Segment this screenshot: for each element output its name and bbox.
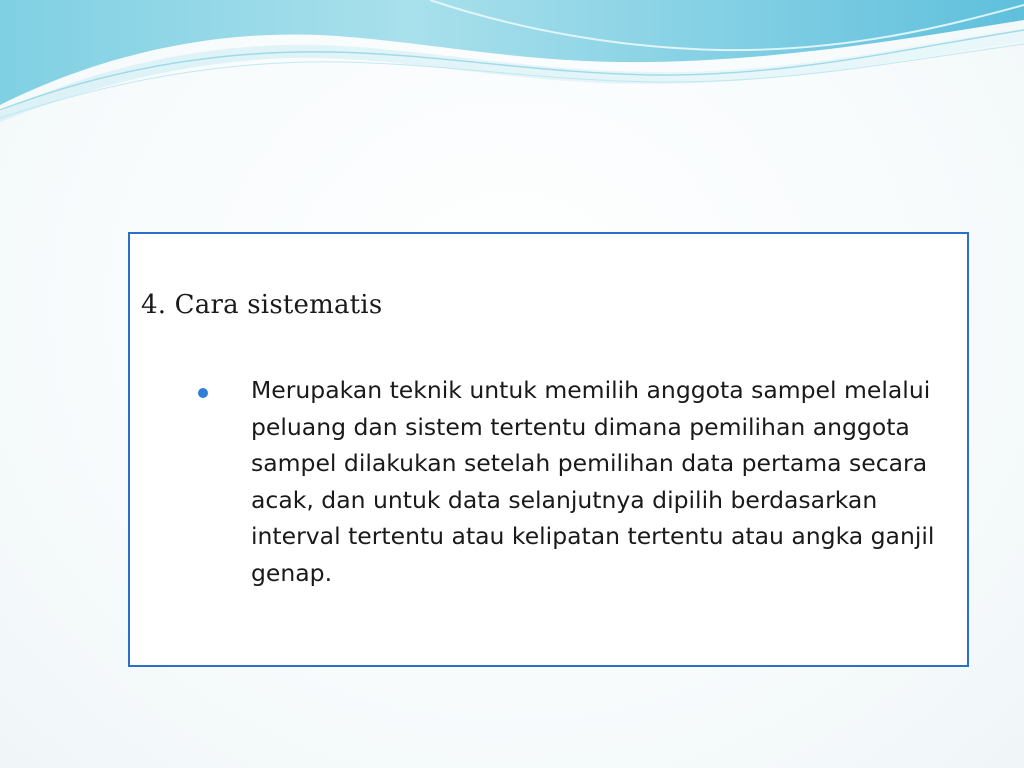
content-box: [128, 232, 969, 667]
slide-heading: 4. Cara sistematis: [141, 290, 383, 320]
decorative-wave-header: [0, 0, 1024, 140]
bullet-text: Merupakan teknik untuk memilih anggota sampel melalui peluang dan sistem tertentu dimana pemilihan anggota sampel dilakukan setelah pemilihan data pertama secara acak, dan untuk data selanjutnya dipilih berdasarkan interval tertentu atau kelipatan tertentu atau angka ganjil genap.: [251, 376, 935, 587]
bullet-icon: [198, 388, 208, 398]
